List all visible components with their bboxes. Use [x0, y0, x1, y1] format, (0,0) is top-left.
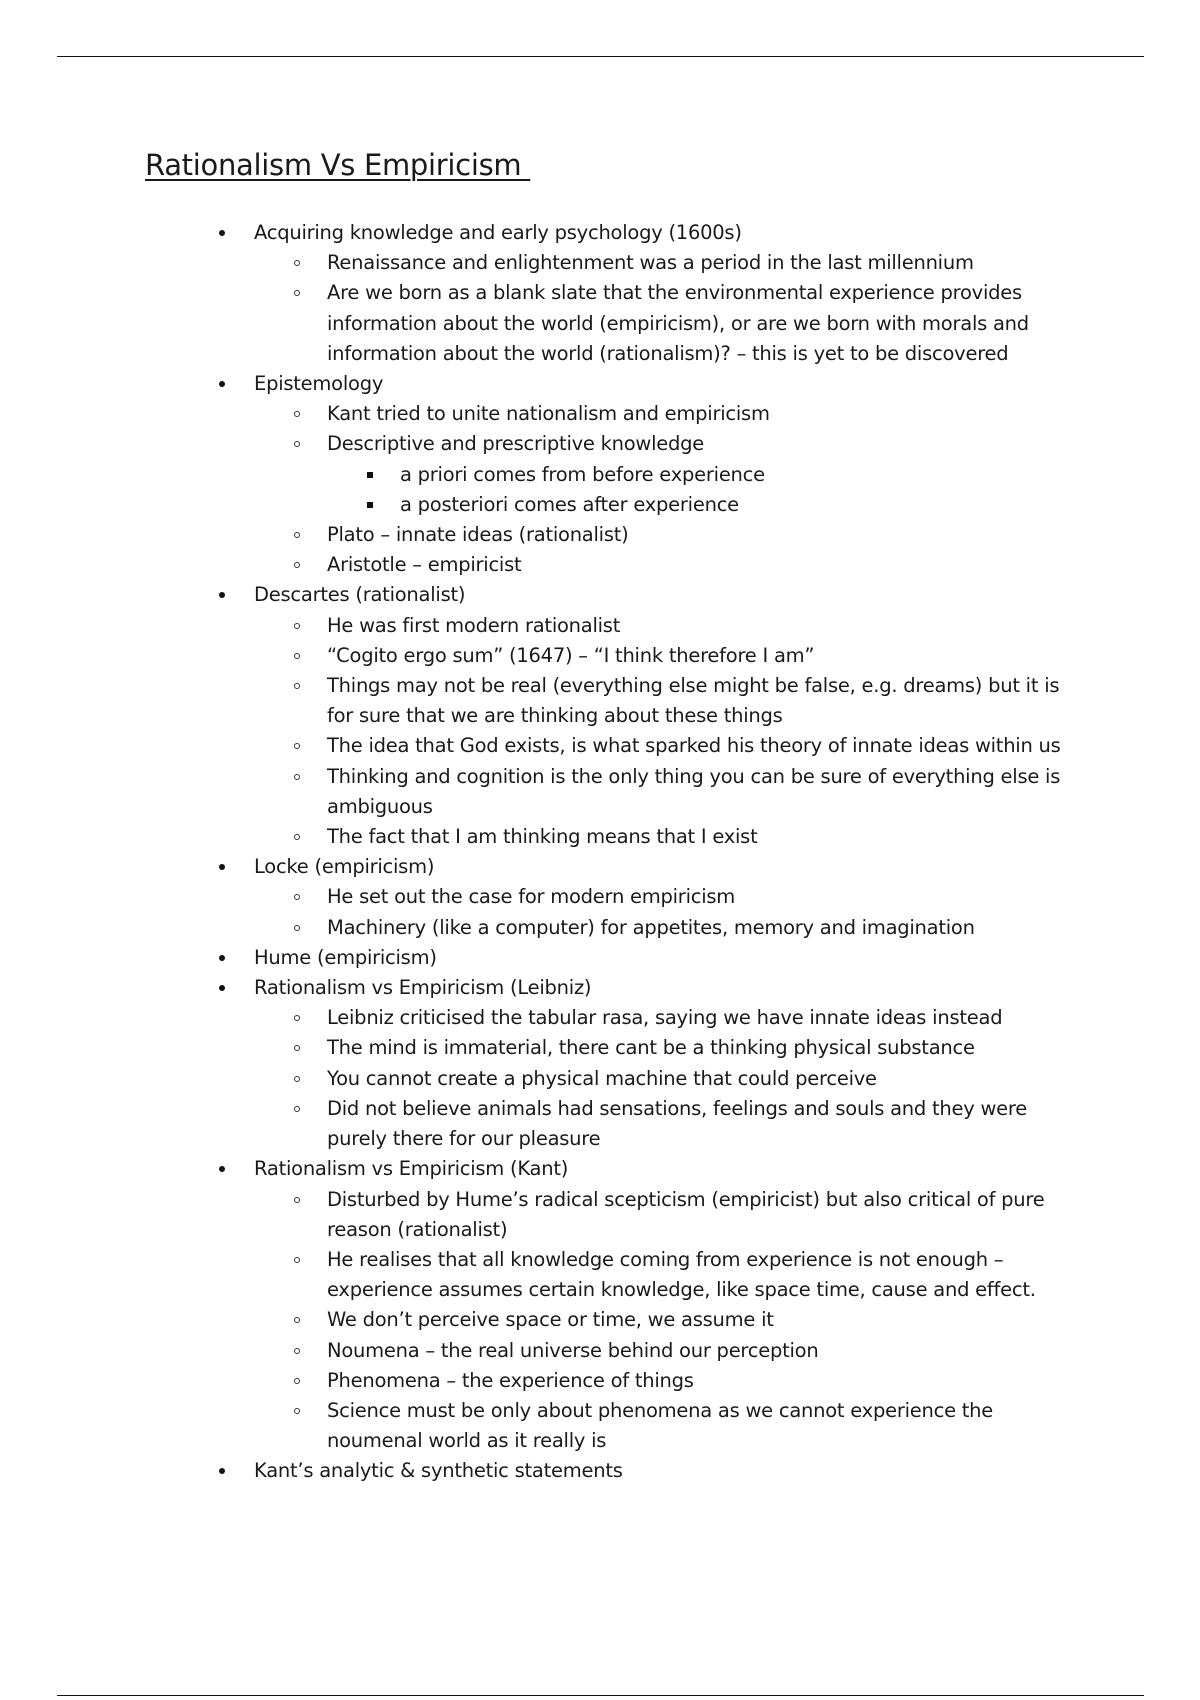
- sub-list-item: [254, 550, 1200, 580]
- sub-bullet-text: Renaissance and enlightenment was a period in the last millennium: [327, 251, 974, 275]
- list-item: [0, 580, 1200, 852]
- sub-list-item: [254, 822, 1200, 852]
- sub-list-item: [254, 1366, 1200, 1396]
- sub-list-item: [254, 913, 1200, 943]
- sub-bullet-text: We don’t perceive space or time, we assume it: [327, 1308, 774, 1332]
- sub-bullet-text: Are we born as a blank slate that the environmental experience provides information about the world (empiricism), or are we born with morals and information about the world (rationalism)? – this is yet to be discovered: [327, 281, 1029, 365]
- sub-list-item: [254, 1094, 1200, 1154]
- sub-list-item: [254, 1305, 1200, 1335]
- bullet-text: Kant’s analytic & synthetic statements: [254, 1459, 623, 1483]
- sub-list-item: [254, 399, 1200, 429]
- sub-list-item: [254, 429, 1200, 520]
- sub-sub-bullet-text: a posteriori comes after experience: [400, 492, 739, 516]
- bullet-text: Locke (empiricism): [254, 855, 435, 879]
- sub-list-item: [254, 248, 1200, 278]
- sub-list-item: [254, 1396, 1200, 1456]
- sub-list-item: [254, 731, 1200, 761]
- sub-bullet-text: Kant tried to unite nationalism and empiricism: [327, 402, 770, 426]
- sub-bullet-text: Science must be only about phenomena as we cannot experience the noumenal world as it really is: [327, 1398, 994, 1453]
- sub-list: [254, 1003, 1200, 1154]
- sub-bullet-text: The fact that I am thinking means that I exist: [327, 825, 758, 849]
- bullet-text: Rationalism vs Empiricism (Kant): [254, 1157, 569, 1181]
- sub-list-item: [254, 1033, 1200, 1063]
- sub-bullet-text: Disturbed by Hume’s radical scepticism (empiricist) but also critical of pure reason (rationalist): [327, 1187, 1045, 1241]
- list-item: [0, 852, 1200, 943]
- sub-sub-bullet-text: a priori comes from before experience: [400, 462, 765, 486]
- sub-sub-list: [327, 460, 1200, 520]
- sub-bullet-text: Leibniz criticised the tabular rasa, saying we have innate ideas instead: [327, 1006, 1003, 1030]
- bullet-text: Hume (empiricism): [254, 945, 437, 969]
- sub-bullet-text: Noumena – the real universe behind our perception: [327, 1338, 819, 1362]
- footer-rule: [57, 1695, 1144, 1696]
- sub-list-item: [254, 1245, 1200, 1305]
- sub-bullet-text: Thinking and cognition is the only thing you can be sure of everything else is ambiguous: [327, 764, 1061, 818]
- sub-list: [254, 611, 1200, 853]
- sub-bullet-text: He was first modern rationalist: [327, 613, 621, 637]
- sub-sub-list-item: [327, 460, 1200, 490]
- sub-bullet-text: He realises that all knowledge coming from experience is not enough – experience assumes certain knowledge, like space time, cause and effect.: [327, 1247, 1036, 1302]
- sub-bullet-text: Descriptive and prescriptive knowledge: [327, 432, 705, 456]
- header-rule: [57, 56, 1144, 57]
- sub-list: [254, 1185, 1200, 1457]
- sub-list: [254, 399, 1200, 580]
- sub-list: [254, 882, 1200, 942]
- sub-bullet-text: The mind is immaterial, there cant be a thinking physical substance: [327, 1036, 975, 1060]
- sub-list-item: [254, 611, 1200, 641]
- sub-bullet-text: Did not believe animals had sensations, feelings and souls and they were purely there for our pleasure: [327, 1096, 1028, 1151]
- sub-list-item: [254, 1064, 1200, 1094]
- sub-list: [254, 248, 1200, 369]
- bullet-text: Acquiring knowledge and early psychology (1600s): [254, 221, 742, 244]
- sub-bullet-text: Phenomena – the experience of things: [327, 1368, 694, 1392]
- bullet-text: Epistemology: [254, 372, 384, 396]
- sub-sub-list-item: [327, 490, 1200, 520]
- sub-list-item: [254, 1336, 1200, 1366]
- list-item: [0, 973, 1200, 1154]
- page-title: Rationalism Vs Empiricism: [145, 148, 531, 182]
- sub-list-item: [254, 641, 1200, 671]
- list-item: [0, 369, 1200, 580]
- notes-body: [0, 218, 1200, 1487]
- bullet-text: Rationalism vs Empiricism (Leibniz): [254, 976, 592, 1000]
- list-item: [0, 1154, 1200, 1456]
- sub-list-item: [254, 278, 1200, 369]
- sub-list-item: [254, 671, 1200, 731]
- list-item: [0, 943, 1200, 973]
- sub-list-item: [254, 882, 1200, 912]
- sub-bullet-text: Plato – innate ideas (rationalist): [327, 523, 629, 547]
- sub-bullet-text: Machinery (like a computer) for appetites, memory and imagination: [327, 915, 975, 939]
- list-item: [0, 1456, 1200, 1486]
- bullet-list: [0, 218, 1200, 1487]
- sub-bullet-text: You cannot create a physical machine that could perceive: [327, 1066, 877, 1090]
- sub-list-item: [254, 1185, 1200, 1245]
- sub-bullet-text: “Cogito ergo sum” (1647) – “I think therefore I am”: [327, 643, 815, 667]
- bullet-text: Descartes (rationalist): [254, 583, 466, 607]
- sub-bullet-text: Aristotle – empiricist: [327, 553, 522, 577]
- sub-bullet-text: He set out the case for modern empiricism: [327, 885, 736, 909]
- sub-list-item: [254, 1003, 1200, 1033]
- list-item: [0, 218, 1200, 369]
- sub-list-item: [254, 520, 1200, 550]
- sub-bullet-text: Things may not be real (everything else might be false, e.g. dreams) but it is for sure that we are thinking about these things: [327, 674, 1060, 728]
- sub-bullet-text: The idea that God exists, is what sparked his theory of innate ideas within us: [327, 734, 1061, 758]
- sub-list-item: [254, 762, 1200, 822]
